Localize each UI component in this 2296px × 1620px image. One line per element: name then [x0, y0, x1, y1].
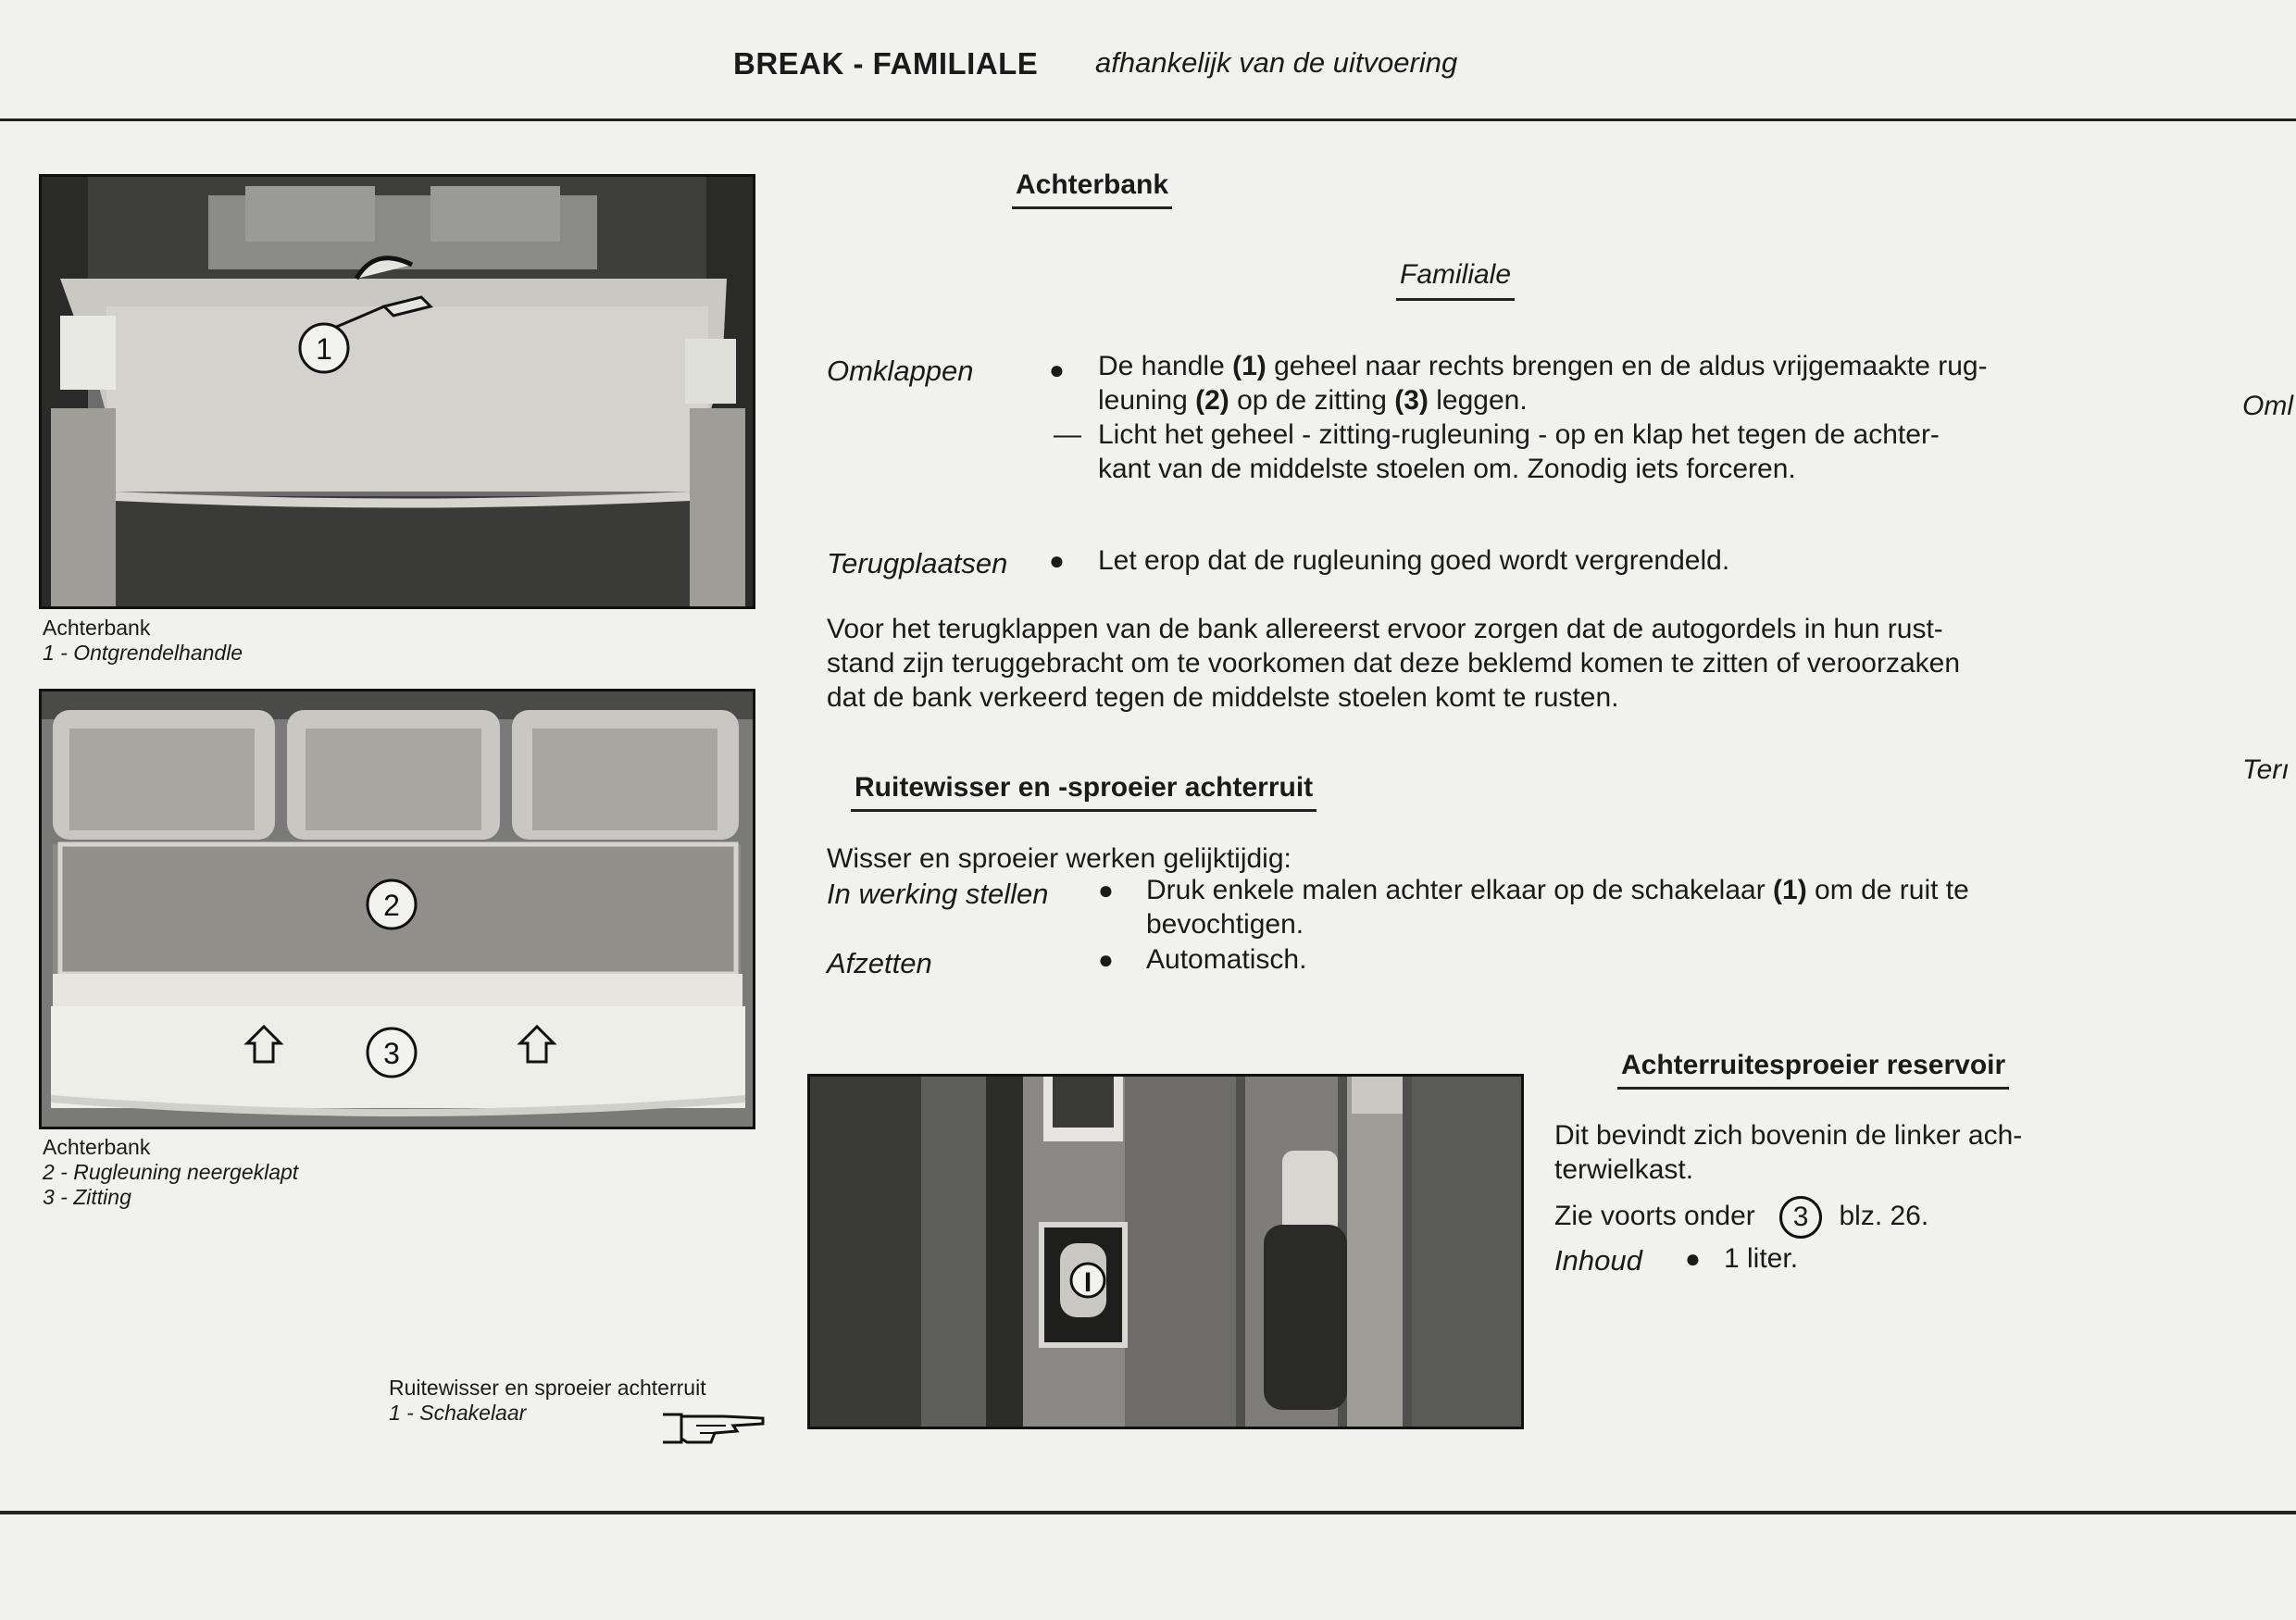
werking-text: Druk enkele malen achter elkaar op de schakelaar (1) om de ruit te bevochtigen.	[1146, 875, 1969, 940]
pointing-hand-icon	[659, 1405, 768, 1450]
bullet-afzetten: ●	[1098, 945, 1114, 974]
header-divider	[0, 118, 2296, 121]
photo2-caption-title: Achterbank	[43, 1135, 151, 1159]
callout-switch: I	[1083, 1267, 1092, 1298]
bullet-inhoud: ●	[1685, 1244, 1701, 1273]
footer-divider	[0, 1511, 2296, 1514]
photo1-caption	[43, 616, 243, 666]
bullet-omklappen: ●	[1049, 355, 1065, 384]
photo-rear-bench-upright	[39, 174, 755, 609]
photo1-caption-title: Achterbank	[43, 616, 151, 640]
omklappen-step-2: Licht het geheel - zitting-rugleuning - op en klap het tegen de achter- kant van de middelste stoelen om. Zonodig iets forceren.	[1098, 419, 1940, 484]
label-in-werking-stellen: In werking stellen	[827, 878, 1049, 910]
label-inhoud: Inhoud	[1554, 1244, 1642, 1277]
margin-fragment-omklappen: Oml	[2242, 391, 2293, 421]
photo-rear-bench-folded	[39, 689, 755, 1129]
bullet-terugplaatsen: ●	[1049, 546, 1065, 575]
afzetten-text: Automatisch.	[1146, 944, 1307, 975]
page-header-subtitle: afhankelijk van de uitvoering	[1095, 46, 1458, 79]
callout-1: 1	[316, 332, 332, 366]
photo1-caption-item: 1 - Ontgrendelhandle	[43, 641, 243, 665]
omklappen-step-1: De handle (1) geheel naar rechts brengen en de aldus vrijgemaakte rug- leuning (2) op de zitting (3) leggen.	[1098, 351, 1988, 416]
terugplaatsen-text: Let erop dat de rugleuning goed wordt vergrendeld.	[1098, 545, 1730, 576]
section-heading-reservoir: Achterruitesproeier reservoir	[1617, 1050, 2009, 1090]
bullet-werking: ●	[1098, 876, 1114, 904]
ruitewisser-intro: Wisser en sproeier werken gelijktijdig:	[827, 843, 1292, 874]
reservoir-reference: Zie voorts onder 3 blz. 26.	[1554, 1196, 1928, 1239]
section-heading-achterbank: Achterbank	[1012, 169, 1172, 209]
rear-bench-upright-illustration	[42, 177, 753, 606]
rear-bench-folded-illustration	[42, 692, 753, 1127]
rear-wiper-switch-illustration	[810, 1077, 1521, 1427]
photo2-caption-item-2: 2 - Rugleuning neergeklapt	[43, 1160, 299, 1184]
label-terugplaatsen: Terugplaatsen	[827, 547, 1008, 579]
achterbank-note: Voor het terugklappen van de bank allereerst ervoor zorgen dat de autogordels in hun rust- stand zijn teruggebracht om te voorkomen dat deze beklemd komen te zitten of veroorzaken dat de bank verkeerd tegen de middelste stoelen komt te rusten.	[827, 614, 1961, 713]
margin-fragment-terugplaatsen: Terı	[2242, 754, 2290, 785]
page-header-title: BREAK - FAMILIALE	[733, 46, 1039, 81]
label-afzetten: Afzetten	[827, 947, 932, 979]
photo3-caption-item: 1 - Schakelaar	[389, 1401, 527, 1425]
photo3-caption-title: Ruitewisser en sproeier achterruit	[389, 1376, 706, 1400]
photo2-caption-item-3: 3 - Zitting	[43, 1185, 131, 1209]
label-omklappen: Omklappen	[827, 355, 974, 387]
callout-3: 3	[383, 1037, 400, 1070]
reservoir-location: Dit bevindt zich bovenin de linker ach- terwielkast.	[1554, 1120, 2023, 1185]
photo2-caption	[43, 1135, 298, 1210]
inhoud-text: 1 liter.	[1724, 1243, 1799, 1274]
dash-omklappen: —	[1054, 419, 1081, 450]
section-heading-ruitewisser: Ruitewisser en -sproeier achterruit	[851, 772, 1316, 812]
photo-rear-wiper-switch	[807, 1074, 1524, 1429]
reference-number-3: 3	[1779, 1196, 1822, 1239]
callout-2: 2	[383, 889, 400, 922]
subheading-familiale: Familiale	[1396, 259, 1515, 301]
